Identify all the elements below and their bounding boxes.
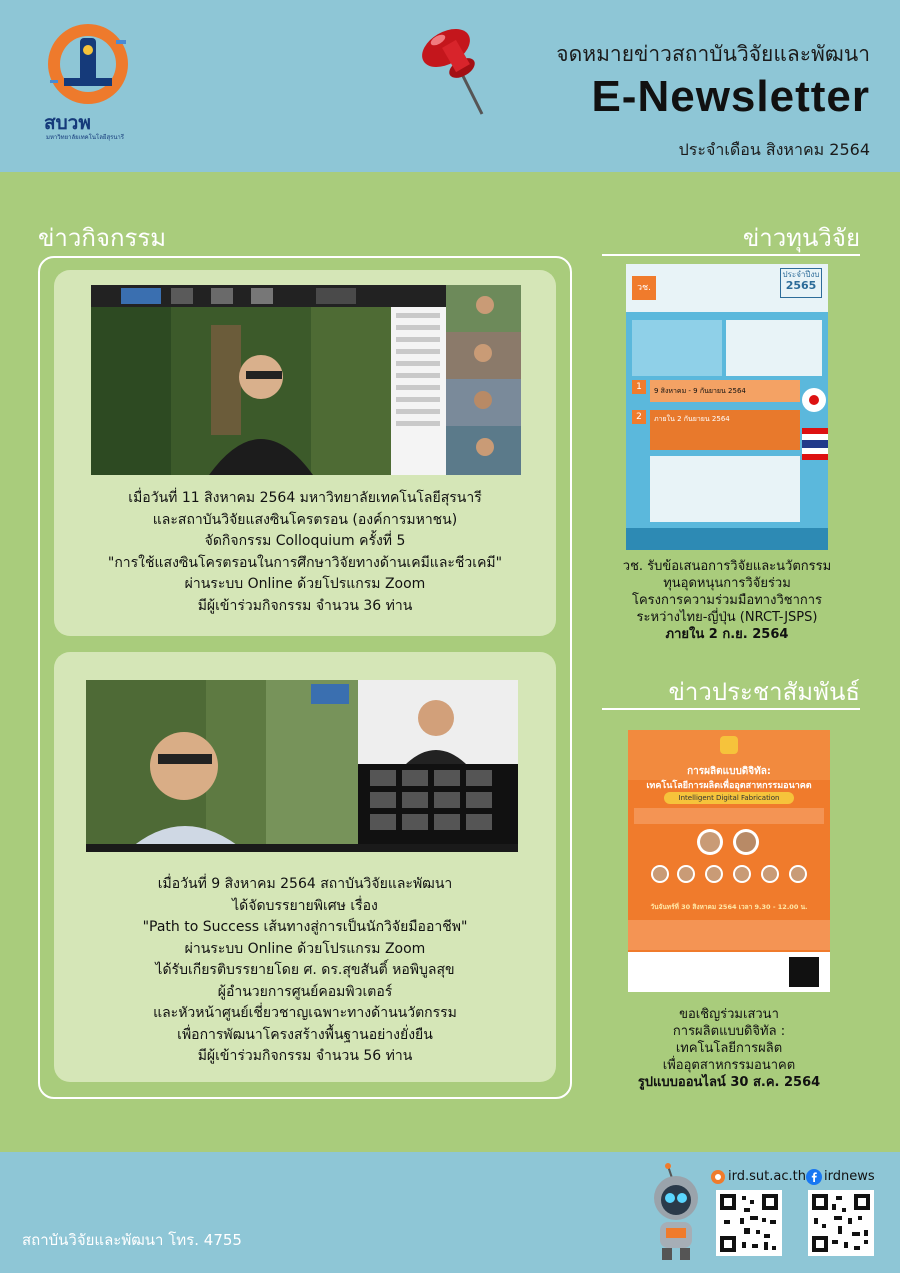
caption-line: ระหว่างไทย-ญี่ปุ่น (NRCT-JSPS) (636, 610, 818, 625)
poster-date: วันจันทร์ที่ 30 สิงหาคม 2564 เวลา 9.30 - 12.00 น. (650, 903, 808, 911)
logo-subtext: มหาวิทยาลัยเทคโนโลยีสุรนารี (46, 134, 125, 141)
step-number: 1 (632, 380, 646, 394)
caption-line: เพื่ออุตสาหกรรมอนาคต (662, 1058, 796, 1073)
step-2-banner: ภายใน 2 กันยายน 2564 (650, 410, 800, 450)
zoom-screenshot (91, 285, 521, 475)
grant-poster[interactable] (626, 264, 828, 550)
activity-text-line: ผ่านระบบ Online ด้วยโปรแกรม Zoom (184, 576, 426, 592)
pr-poster[interactable] (628, 730, 830, 992)
activity-text-line: มีผู้เข้าร่วมกิจกรรม จำนวน 36 ท่าน (197, 597, 413, 614)
caption-line: ขอเชิญร่วมเสวนา (679, 1007, 779, 1022)
activity-text-line: "Path to Success เส้นทางสู่การเป็นนักวิจัยมืออาชีพ" (142, 919, 468, 935)
web-icon (710, 1169, 726, 1185)
newsletter-subtitle: จดหมายข่าวสถาบันวิจัยและพัฒนา (556, 42, 870, 66)
newsletter-title: E-Newsletter (591, 72, 870, 121)
grant-caption (604, 558, 850, 643)
fiscal-year-label: ประจำปีงบ (782, 270, 820, 279)
flags-image (800, 384, 828, 474)
speakers-image (628, 826, 830, 906)
zoom-screenshot (86, 680, 518, 852)
contact-text: สถาบันวิจัยและพัฒนา โทร. 4755 (22, 1231, 242, 1249)
qr-code-icon (716, 1190, 782, 1256)
logo-text: สบวพ (44, 112, 91, 134)
pr-caption (604, 1006, 854, 1091)
qr-code-icon (786, 954, 822, 990)
facebook-icon (806, 1169, 822, 1185)
activity-description (54, 874, 556, 1068)
section-divider (602, 254, 860, 256)
fiscal-year-value: 2565 (785, 279, 817, 292)
activity-text-line: ได้จัดบรรยายพิเศษ เรื่อง (232, 897, 378, 914)
section-title-activities: ข่าวกิจกรรม (38, 224, 167, 252)
fiscal-year-badge (780, 268, 822, 298)
caption-line: ทุนอุดหนุนการวิจัยร่วม (663, 576, 791, 591)
activity-text-line: ได้รับเกียรติบรรยายโดย ศ. ดร.สุขสันติ์ หอพิบูลสุข (155, 962, 455, 978)
event-date: รูปแบบออนไลน์ 30 ส.ค. 2564 (637, 1075, 821, 1090)
activity-text-line: มีผู้เข้าร่วมกิจกรรม จำนวน 56 ท่าน (197, 1048, 413, 1064)
activity-text-line: จัดกิจกรรม Colloquium ครั้งที่ 5 (204, 533, 406, 549)
activity-text-line: "การใช้แสงซินโครตรอนในการศึกษาวิจัยทางด้านเคมีและชีวเคมี" (107, 554, 503, 571)
section-title-pr: ข่าวประชาสัมพันธ์ (668, 678, 860, 706)
activity-text-line: และหัวหน้าศูนย์เชี่ยวชาญเฉพาะทางด้านนวัตกรรม (153, 1005, 457, 1021)
activity-card (54, 270, 556, 636)
facebook-label[interactable]: irdnews (824, 1169, 875, 1184)
nrct-logo: วช. (632, 276, 656, 300)
qr-code-facebook[interactable] (808, 1190, 874, 1256)
section-divider (602, 708, 860, 710)
activity-text-line: และสถาบันวิจัยแสงซินโครตรอน (องค์การมหาชน) (152, 511, 458, 528)
activity-text-line: เมื่อวันที่ 9 สิงหาคม 2564 สถาบันวิจัยและพัฒนา (157, 876, 453, 892)
robot-mascot-icon (640, 1162, 712, 1262)
zoom-meeting-image (86, 680, 518, 852)
poster-title: การผลิตแบบดิจิทัล: (687, 766, 771, 777)
caption-line: วช. รับข้อเสนอการวิจัยและนวัตกรรม (622, 559, 832, 574)
poster-title: เทคโนโลยีการผลิตเพื่ออุตสาหกรรมอนาคต (646, 781, 812, 791)
activity-text-line: เมื่อวันที่ 11 สิงหาคม 2564 มหาวิทยาลัยเทคโนโลยีสุรนารี (128, 490, 482, 506)
issue-date: ประจำเดือน สิงหาคม 2564 (678, 140, 870, 159)
step-number: 2 (632, 410, 646, 424)
poster-tag: Intelligent Digital Fabrication (664, 792, 794, 804)
caption-line: โครงการความร่วมมือทางวิชาการ (631, 593, 823, 608)
qr-code-icon (808, 1190, 874, 1256)
push-pin-icon (410, 18, 510, 118)
caption-line: การผลิตแบบดิจิทัล : (672, 1024, 786, 1039)
section-title-grants: ข่าวทุนวิจัย (742, 224, 860, 252)
activity-text-line: เพื่อการพัฒนาโครงสร้างพื้นฐานอย่างยั่งยืน (177, 1026, 433, 1043)
caption-line: เทคโนโลยีการผลิต (675, 1041, 783, 1056)
activity-text-line: ผ่านระบบ Online ด้วยโปรแกรม Zoom (184, 940, 426, 957)
event-logo (720, 736, 738, 754)
activity-text-line: ผู้อำนวยการศูนย์คอมพิวเตอร์ (217, 983, 393, 1000)
qr-code-website[interactable] (716, 1190, 782, 1256)
activity-card (54, 652, 556, 1082)
step-1-banner: 9 สิงหาคม - 9 กันยายน 2564 (650, 380, 800, 402)
grant-deadline: ภายใน 2 ก.ย. 2564 (665, 627, 789, 642)
activity-description (54, 488, 556, 617)
zoom-meeting-image (91, 285, 521, 475)
website-label[interactable]: ird.sut.ac.th (728, 1169, 806, 1184)
